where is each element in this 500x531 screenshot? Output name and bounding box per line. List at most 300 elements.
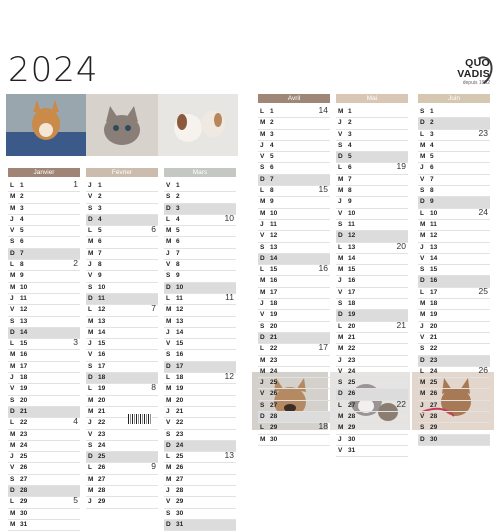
weekday-letter: D	[338, 390, 343, 398]
day-row	[8, 339, 80, 350]
day-number: 25	[20, 453, 28, 461]
weekday-letter: M	[88, 487, 94, 495]
day-number: 21	[20, 407, 28, 415]
day-row	[8, 226, 80, 237]
day-row	[258, 367, 330, 378]
day-number: 31	[348, 446, 356, 454]
week-number: 19	[396, 161, 406, 172]
weekday-letter: M	[260, 367, 266, 375]
weekday-letter: M	[88, 407, 94, 415]
day-row	[418, 401, 490, 412]
day-row	[164, 350, 236, 361]
day-row	[164, 339, 236, 350]
weekday-letter: S	[338, 300, 343, 308]
day-number: 15	[270, 266, 278, 274]
corgi-puppy-photo	[6, 94, 86, 156]
weekday-letter: S	[88, 204, 93, 212]
day-row	[8, 373, 80, 384]
day-number: 1	[98, 182, 102, 189]
weekday-letter: S	[88, 441, 93, 449]
day-number: 8	[20, 261, 24, 269]
week-number: 3	[73, 337, 78, 348]
day-number: 27	[430, 401, 438, 409]
weekday-letter: M	[10, 351, 16, 359]
day-row	[164, 475, 236, 486]
day-number: 4	[348, 141, 352, 149]
day-number: 20	[430, 322, 438, 330]
day-number: 18	[348, 300, 356, 308]
day-number: 14	[20, 328, 28, 336]
calendar-year: 2024	[8, 50, 99, 90]
weekday-letter: L	[88, 464, 92, 472]
month-jun	[418, 94, 490, 446]
weekday-letter: L	[260, 266, 264, 274]
day-row	[8, 520, 80, 531]
day-number: 15	[20, 340, 28, 348]
weekday-letter: D	[166, 520, 171, 528]
weekday-letter: D	[420, 356, 425, 364]
week-number: 25	[478, 285, 488, 296]
day-row	[418, 285, 490, 299]
weekday-letter: J	[420, 401, 424, 409]
day-number: 1	[270, 108, 274, 115]
weekday-letter: V	[10, 385, 15, 393]
day-row	[418, 423, 490, 434]
day-row	[336, 163, 408, 174]
day-row	[164, 520, 236, 531]
weekday-letter: M	[166, 475, 172, 483]
day-number: 17	[270, 288, 278, 296]
day-row	[86, 192, 158, 203]
day-number: 6	[430, 164, 434, 172]
day-row	[86, 452, 158, 463]
day-number: 6	[270, 164, 274, 172]
weekday-letter: D	[166, 204, 171, 212]
day-number: 27	[270, 401, 278, 409]
weekday-letter: L	[88, 385, 92, 393]
weekday-letter: L	[166, 215, 170, 223]
day-number: 24	[348, 367, 356, 375]
day-row	[164, 396, 236, 407]
day-row	[8, 181, 80, 192]
weekday-letter: M	[10, 520, 16, 528]
weekday-letter: M	[420, 379, 426, 387]
day-row	[8, 204, 80, 215]
day-number: 9	[270, 198, 274, 206]
brand-tagline: depuis 1952	[462, 80, 490, 86]
day-row	[86, 294, 158, 305]
day-number: 2	[176, 193, 180, 201]
weekday-letter: J	[166, 407, 170, 415]
weekday-letter: J	[260, 220, 264, 228]
day-number: 20	[98, 396, 106, 404]
day-row	[258, 209, 330, 220]
weekday-letter: J	[88, 340, 92, 348]
day-row	[418, 310, 490, 321]
day-number: 15	[98, 340, 106, 348]
weekday-letter: M	[166, 306, 172, 314]
day-row	[8, 396, 80, 407]
month-header: Mars	[164, 168, 236, 177]
day-row	[8, 384, 80, 395]
day-number: 5	[176, 227, 180, 235]
day-row	[336, 209, 408, 220]
weekday-letter: L	[260, 187, 264, 195]
day-number: 3	[270, 130, 274, 138]
day-number: 26	[98, 464, 106, 472]
day-row	[164, 452, 236, 463]
weekday-letter: M	[260, 435, 266, 443]
day-number: 25	[348, 379, 356, 387]
day-number: 11	[176, 294, 183, 302]
weekday-letter: L	[88, 306, 92, 314]
week-number: 6	[151, 224, 156, 235]
day-row	[418, 344, 490, 355]
day-row	[164, 463, 236, 474]
weekday-letter: S	[166, 509, 171, 517]
brand-line2: VADIS	[457, 68, 490, 80]
day-number: 8	[430, 187, 434, 195]
weekday-letter: D	[166, 362, 171, 370]
weekday-letter: V	[166, 498, 171, 506]
weekday-letter: M	[338, 413, 344, 421]
week-number: 24	[478, 206, 488, 217]
day-number: 12	[348, 232, 356, 240]
day-row	[336, 265, 408, 276]
day-row	[336, 197, 408, 208]
day-row	[86, 271, 158, 282]
day-row	[258, 389, 330, 400]
day-number: 4	[98, 215, 102, 223]
weekday-letter: S	[338, 141, 343, 149]
day-row	[418, 152, 490, 163]
week-number: 18	[318, 421, 328, 432]
day-row	[86, 362, 158, 373]
day-number: 4	[20, 215, 24, 223]
weekday-letter: D	[10, 487, 15, 495]
day-row	[418, 107, 490, 118]
day-number: 14	[270, 254, 278, 262]
day-number: 15	[430, 266, 438, 274]
day-number: 21	[98, 407, 106, 415]
day-row	[258, 356, 330, 367]
day-row	[258, 186, 330, 197]
day-number: 13	[98, 317, 106, 325]
weekday-letter: L	[338, 401, 342, 409]
week-number: 10	[224, 212, 234, 223]
day-number: 8	[348, 187, 352, 195]
weekday-letter: S	[260, 164, 265, 172]
month-feb	[86, 168, 158, 509]
day-number: 5	[270, 153, 274, 161]
weekday-letter: V	[338, 130, 343, 138]
weekday-letter: M	[10, 362, 16, 370]
weekday-letter: J	[338, 119, 342, 127]
day-row	[86, 384, 158, 395]
day-number: 20	[20, 396, 28, 404]
weekday-letter: D	[420, 198, 425, 206]
weekday-letter: L	[166, 294, 170, 302]
day-row	[418, 322, 490, 333]
day-row	[86, 339, 158, 350]
month-may	[336, 94, 408, 457]
week-number: 26	[478, 364, 488, 375]
day-number: 9	[98, 272, 102, 280]
day-number: 22	[98, 419, 106, 427]
weekday-letter: V	[260, 232, 265, 240]
weekday-letter: J	[338, 198, 342, 206]
day-number: 24	[20, 441, 28, 449]
day-number: 28	[430, 413, 438, 421]
weekday-letter: M	[420, 220, 426, 228]
weekday-letter: M	[420, 141, 426, 149]
day-number: 11	[270, 220, 277, 228]
day-row	[418, 412, 490, 423]
day-number: 30	[270, 435, 278, 443]
weekday-letter: L	[338, 243, 342, 251]
weekday-letter: S	[260, 401, 265, 409]
day-row	[258, 265, 330, 276]
day-row	[164, 486, 236, 497]
day-number: 16	[348, 277, 356, 285]
day-number: 2	[270, 119, 274, 127]
weekday-letter: L	[260, 345, 264, 353]
weekday-letter: V	[420, 254, 425, 262]
day-row	[86, 475, 158, 486]
day-number: 1	[430, 108, 434, 115]
weekday-letter: L	[338, 164, 342, 172]
weekday-letter: J	[10, 294, 14, 302]
weekday-letter: M	[420, 153, 426, 161]
weekday-letter: S	[338, 379, 343, 387]
day-row	[164, 271, 236, 282]
weekday-letter: M	[338, 345, 344, 353]
day-number: 16	[430, 277, 438, 285]
day-row	[86, 181, 158, 192]
day-row	[164, 418, 236, 429]
day-row	[86, 237, 158, 248]
weekday-letter: J	[88, 261, 92, 269]
week-number: 4	[73, 416, 78, 427]
day-number: 31	[176, 520, 184, 528]
week-number: 12	[224, 371, 234, 382]
day-row	[8, 509, 80, 520]
weekday-letter: M	[88, 396, 94, 404]
day-number: 11	[20, 294, 27, 302]
day-number: 21	[270, 333, 278, 341]
day-row	[164, 237, 236, 248]
weekday-letter: D	[420, 119, 425, 127]
weekday-letter: M	[260, 119, 266, 127]
day-number: 26	[430, 390, 438, 398]
weekday-letter: D	[88, 215, 93, 223]
day-number: 29	[20, 498, 28, 506]
day-number: 3	[430, 130, 434, 138]
week-number: 23	[478, 127, 488, 138]
weekday-letter: V	[260, 153, 265, 161]
weekday-letter: J	[10, 374, 14, 382]
week-number: 1	[73, 179, 78, 189]
day-row	[164, 181, 236, 192]
weekday-letter: M	[338, 175, 344, 183]
day-number: 21	[348, 333, 356, 341]
day-number: 23	[430, 356, 438, 364]
weekday-letter: M	[88, 475, 94, 483]
weekday-letter: M	[10, 204, 16, 212]
day-number: 3	[98, 204, 102, 212]
day-row	[418, 265, 490, 276]
day-number: 4	[176, 215, 180, 223]
brand-line1: QUO	[465, 57, 490, 69]
weekday-letter: V	[260, 311, 265, 319]
day-number: 18	[430, 300, 438, 308]
weekday-letter: M	[338, 333, 344, 341]
day-number: 25	[176, 453, 184, 461]
day-number: 26	[176, 464, 184, 472]
weekday-letter: L	[420, 130, 424, 138]
day-row	[336, 319, 408, 333]
day-number: 24	[176, 441, 184, 449]
day-row	[8, 350, 80, 361]
day-number: 27	[98, 475, 106, 483]
day-row	[164, 497, 236, 508]
weekday-letter: M	[10, 509, 16, 517]
weekday-letter: M	[166, 238, 172, 246]
weekday-letter: L	[420, 288, 424, 296]
day-row	[418, 163, 490, 174]
day-number: 5	[430, 153, 434, 161]
day-number: 28	[176, 487, 184, 495]
day-row	[258, 310, 330, 321]
day-number: 25	[98, 453, 106, 461]
weekday-letter: L	[166, 453, 170, 461]
day-number: 13	[270, 243, 278, 251]
day-number: 13	[430, 243, 438, 251]
weekday-letter: M	[166, 385, 172, 393]
day-number: 21	[430, 333, 438, 341]
weekday-letter: S	[10, 475, 15, 483]
weekday-letter: J	[338, 356, 342, 364]
day-number: 15	[348, 266, 356, 274]
day-row	[258, 378, 330, 389]
weekday-letter: V	[338, 288, 343, 296]
day-number: 10	[348, 209, 356, 217]
weekday-letter: V	[88, 272, 93, 280]
day-row	[258, 288, 330, 299]
weekday-letter: V	[338, 209, 343, 217]
day-number: 11	[348, 220, 355, 228]
weekday-letter: L	[260, 108, 264, 115]
day-row	[86, 497, 158, 508]
week-number: 22	[396, 398, 406, 409]
day-number: 30	[20, 509, 28, 517]
day-number: 25	[430, 379, 438, 387]
day-number: 23	[20, 430, 28, 438]
month-header: Avril	[258, 94, 330, 103]
day-row	[164, 305, 236, 316]
week-number: 5	[73, 495, 78, 506]
day-row	[86, 317, 158, 328]
day-row	[336, 299, 408, 310]
month-jan	[8, 168, 80, 531]
weekday-letter: J	[420, 164, 424, 172]
weekday-letter: L	[10, 182, 14, 189]
week-number: 17	[318, 342, 328, 353]
day-row	[86, 204, 158, 215]
week-number: 20	[396, 240, 406, 251]
day-row	[336, 130, 408, 141]
day-number: 13	[348, 243, 356, 251]
weekday-letter: V	[88, 351, 93, 359]
day-number: 14	[98, 328, 106, 336]
day-number: 27	[20, 475, 28, 483]
day-number: 7	[98, 249, 102, 257]
weekday-letter: D	[10, 249, 15, 257]
day-number: 10	[176, 283, 184, 291]
day-number: 22	[348, 345, 356, 353]
weekday-letter: J	[338, 435, 342, 443]
weekday-letter: M	[260, 356, 266, 364]
day-row	[418, 231, 490, 242]
weekday-letter: J	[88, 498, 92, 506]
day-number: 19	[270, 311, 278, 319]
day-row	[336, 175, 408, 186]
day-row	[418, 333, 490, 344]
brand-logo	[426, 58, 490, 86]
weekday-letter: S	[420, 187, 425, 195]
weekday-letter: M	[338, 187, 344, 195]
weekday-letter: S	[420, 108, 425, 115]
day-number: 7	[348, 175, 352, 183]
day-row	[418, 127, 490, 141]
day-row	[418, 299, 490, 310]
day-row	[8, 249, 80, 260]
weekday-letter: S	[166, 430, 171, 438]
day-number: 22	[270, 345, 278, 353]
day-number: 10	[20, 283, 28, 291]
day-row	[86, 249, 158, 260]
weekday-letter: V	[88, 430, 93, 438]
day-number: 23	[98, 430, 106, 438]
day-number: 31	[20, 520, 28, 528]
day-number: 19	[176, 385, 184, 393]
weekday-letter: M	[10, 441, 16, 449]
day-row	[418, 220, 490, 231]
day-row	[336, 398, 408, 412]
day-number: 5	[98, 227, 102, 235]
day-row	[164, 509, 236, 520]
weekday-letter: S	[260, 243, 265, 251]
day-number: 3	[176, 204, 180, 212]
kitten-photo	[86, 94, 158, 156]
day-row	[8, 362, 80, 373]
day-number: 6	[20, 238, 24, 246]
day-number: 4	[430, 141, 434, 149]
day-row	[336, 288, 408, 299]
day-number: 3	[348, 130, 352, 138]
weekday-letter: D	[166, 283, 171, 291]
day-row	[418, 186, 490, 197]
weekday-letter: L	[10, 419, 14, 427]
day-row	[258, 107, 330, 118]
weekday-letter: L	[10, 340, 14, 348]
weekday-letter: D	[260, 175, 265, 183]
week-number: 7	[151, 303, 156, 314]
weekday-letter: V	[10, 306, 15, 314]
weekday-letter: D	[260, 254, 265, 262]
day-row	[418, 243, 490, 254]
weekday-letter: J	[166, 249, 170, 257]
